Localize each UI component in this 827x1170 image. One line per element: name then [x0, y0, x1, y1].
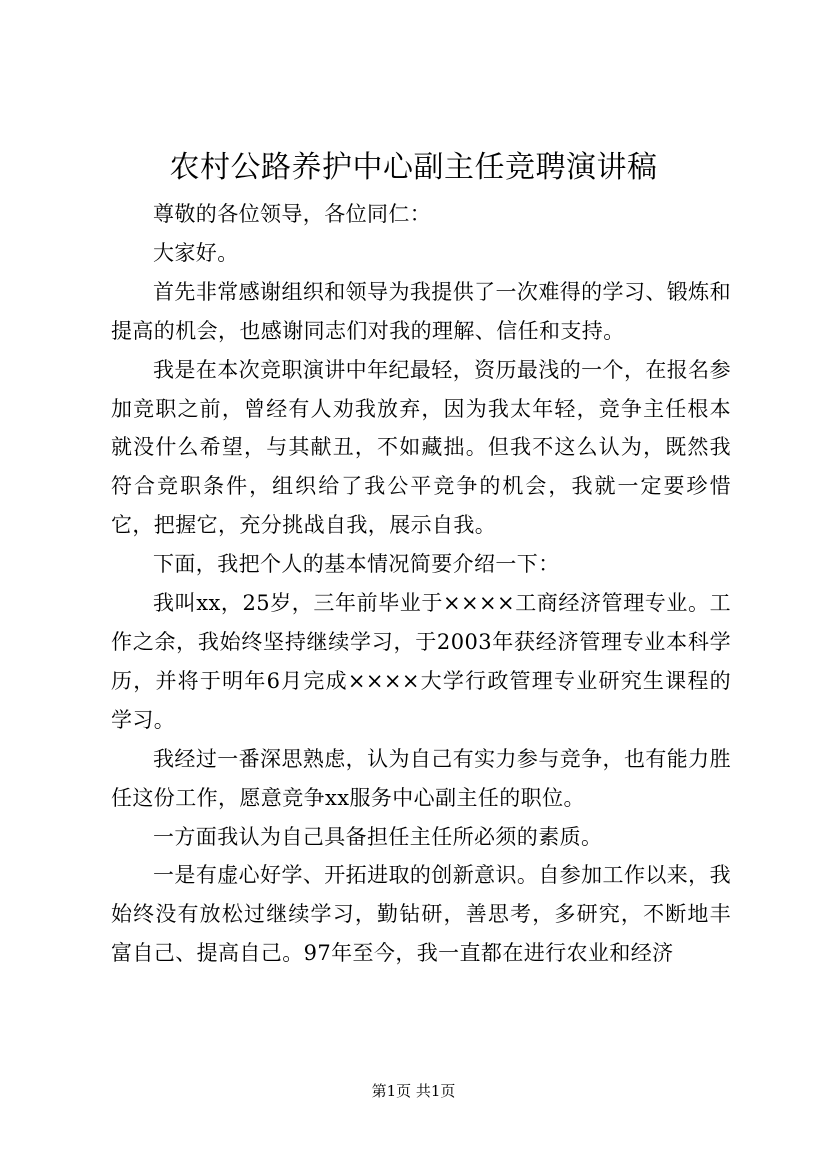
greeting-paragraph: 大家好。: [153, 240, 239, 265]
body-paragraph: 我经过一番深思熟虑，认为自己有实力参与竞争，也有能力胜任这份工作，愿意竞争xx服务中心副主任的职位。: [111, 746, 731, 810]
document-body: [111, 195, 731, 973]
page-number-footer: 第1页 共1页: [371, 1082, 456, 1100]
body-paragraph: 一是有虚心好学、开拓进取的创新意识。自参加工作以来，我始终没有放松过继续学习，勤钻研，善思考，多研究，不断地丰富自己、提高自己。97年至今，我一直都在进行农业和经济: [111, 863, 731, 966]
body-paragraph: 我是在本次竞职演讲中年纪最轻，资历最浅的一个，在报名参加竞职之前，曾经有人劝我放弃，因为我太年轻，竞争主任根本就没什么希望，与其献丑，不如藏拙。但我不这么认为，既然我符合竞职条件，组织给了我公平竞争的机会，我就一定要珍惜它，把握它，充分挑战自我，展示自我。: [111, 357, 731, 538]
document-title: 农村公路养护中心副主任竞聘演讲稿: [169, 150, 658, 185]
body-paragraph: 下面，我把个人的基本情况简要介绍一下：: [153, 552, 560, 577]
body-paragraph: 我叫xx，25岁，三年前毕业于××××工商经济管理专业。工作之余，我始终坚持继续学习，于2003年获经济管理专业本科学历，并将于明年6月完成××××大学行政管理专业研究生课程的学习。: [111, 591, 731, 732]
body-paragraph: 一方面我认为自己具备担任主任所必须的素质。: [153, 824, 603, 849]
body-paragraph: 首先非常感谢组织和领导为我提供了一次难得的学习、锻炼和提高的机会，也感谢同志们对我的理解、信任和支持。: [111, 279, 731, 343]
salutation-paragraph: 尊敬的各位领导，各位同仁：: [153, 202, 432, 226]
